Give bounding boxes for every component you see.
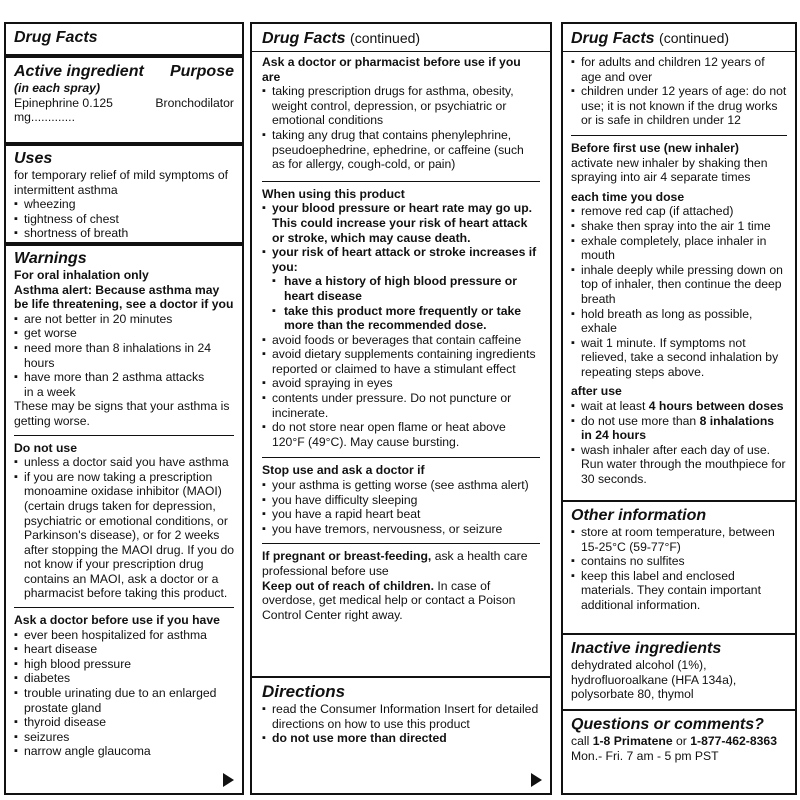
call-number-2: 1-877-462-8363 <box>690 734 777 748</box>
uses-title: Uses <box>14 150 53 167</box>
questions-title: Questions or comments? <box>571 716 764 733</box>
each-spray: (in each spray) <box>14 81 101 95</box>
first-use-text: activate new inhaler by shaking then spraying into air 4 separate times <box>571 155 768 185</box>
call-number-1: 1-8 Primatene <box>592 734 673 748</box>
divider <box>252 51 550 52</box>
other-info-list <box>571 525 787 613</box>
list-item: ▪ have a history of high blood pressure or heart disease <box>262 274 540 303</box>
call-or: or <box>672 734 691 748</box>
ask-pharm-title: Ask a doctor or pharmacist before use if you are <box>262 55 521 84</box>
keep-out-warning <box>262 579 540 623</box>
column-2 <box>250 22 552 779</box>
list-item: ▪ your asthma is getting worse (see asthma alert) <box>262 478 540 493</box>
ask-doctor-list <box>14 628 234 759</box>
after-2-pre: do not use more than <box>581 413 700 428</box>
list-item: ▪ do not use more than directed <box>262 731 540 746</box>
pregnant-warning <box>262 549 540 578</box>
alert-list <box>14 312 234 400</box>
after-1-pre: wait at least <box>581 399 649 414</box>
list-item: ▪ do not store near open flame or heat above 120°F (49°C). May cause bursting. <box>262 420 540 449</box>
list-item: ▪ taking any drug that contains phenylephrine, pseudoephedrine, ephedrine, or caffeine (such as for allergy, cough-cold, or pain) <box>262 128 540 172</box>
directions-cont-box <box>561 22 797 502</box>
list-item: ▪ take this product more frequently or take more than the recommended dose. <box>262 304 540 333</box>
list-item: ▪ heart disease <box>14 642 234 657</box>
ask-doctor-title: Ask a doctor before use if you have <box>14 613 220 628</box>
list-item: ▪ get worse <box>14 326 234 341</box>
drug-facts-title: Drug Facts <box>14 29 98 46</box>
continued-label: (continued) <box>659 30 730 46</box>
list-item: ▪ store at room temperature, between 15-25°C (59-77°F) <box>571 525 787 554</box>
list-item: ▪ your blood pressure or heart rate may go up. This could increase your risk of heart attack or stroke, which may cause death. <box>262 201 540 245</box>
list-item: ▪ if you are now taking a prescription monoamine oxidase inhibitor (MAOI) (certain drugs taken for depression, psychiatric or emotional conditions, or Parkinson's disease), or for 2 weeks after stopping the MAOI drug. If you do not know if your prescription drug contains an MAOI, ask a doctor or a pharmacist before taking this product. <box>14 470 234 601</box>
list-item: ▪ avoid dietary supplements containing ingredients reported or claimed to have a stimulant effect <box>262 347 540 376</box>
stop-use-list <box>262 478 540 536</box>
active-ingredient-box <box>4 56 244 144</box>
ask-pharm-list <box>262 84 540 172</box>
header-box <box>4 22 244 56</box>
divider <box>14 435 234 436</box>
after-use-list <box>571 399 787 487</box>
uses-intro: for temporary relief of mild symptoms of intermittent asthma <box>14 168 229 197</box>
alert-outro: These may be signs that your asthma is getting worse. <box>14 399 230 428</box>
drug-facts-label: Drug Facts <box>262 30 346 47</box>
inactive-box <box>561 633 797 711</box>
ingredient-purpose: Bronchodilator <box>155 95 234 110</box>
list-item <box>571 414 787 443</box>
list-item: ▪ avoid foods or beverages that contain caffeine <box>262 333 540 348</box>
warnings-title: Warnings <box>14 250 87 267</box>
list-item: ▪ hold breath as long as possible, exhale <box>571 307 787 336</box>
after-1-bold: 4 hours between doses <box>648 399 784 414</box>
list-item: ▪ ever been hospitalized for asthma <box>14 628 234 643</box>
divider <box>14 607 234 608</box>
age-list <box>571 55 787 128</box>
list-item: ▪ shortness of breath <box>14 226 234 241</box>
continued-label: (continued) <box>350 30 421 46</box>
purpose-title: Purpose <box>169 63 234 80</box>
list-item: ▪ keep this label and enclosed materials. They contain important additional information. <box>571 569 787 613</box>
ingredient-line: Epinephrine 0.125 mg............. <box>14 95 113 125</box>
after-2-bold: 8 inhalations in 24 hours <box>581 413 775 443</box>
list-item: ▪ narrow angle glaucoma <box>14 744 234 759</box>
after-use-title: after use <box>571 384 622 399</box>
inactive-title: Inactive ingredients <box>571 640 722 657</box>
list-item: ▪ seizures <box>14 730 234 745</box>
list-item: ▪ inhale deeply while pressing down on top of inhaler, then continue the deep breath <box>571 263 787 307</box>
active-ingredient-title: Active ingredient <box>14 63 144 80</box>
list-item: ▪ read the Consumer Information Insert for detailed directions on how to use this product <box>262 702 540 731</box>
list-item: ▪ wash inhaler after each day of use. Run water through the mouthpiece for 30 seconds. <box>571 443 787 487</box>
other-info-box <box>561 500 797 635</box>
do-not-use-title: Do not use <box>14 440 77 455</box>
pregnant-bold: If pregnant or breast-feeding, <box>262 549 432 564</box>
column-3 <box>561 22 797 779</box>
list-item: ▪ have more than 2 asthma attacks in a week <box>14 370 214 399</box>
list-item: ▪ contents under pressure. Do not puncture or incinerate. <box>262 391 540 420</box>
call-pre: call <box>571 734 593 748</box>
list-item: ▪ shake then spray into the air 1 time <box>571 219 787 234</box>
asthma-alert: Asthma alert: Because asthma may be life threatening, see a doctor if you <box>14 282 234 312</box>
list-item <box>571 399 787 414</box>
inactive-text: dehydrated alcohol (1%), hydrofluoroalkane (HFA 134a), polysorbate 80, thymol <box>571 658 737 702</box>
oral-inhalation: For oral inhalation only <box>14 268 149 282</box>
list-item: ▪ unless a doctor said you have asthma <box>14 455 234 470</box>
divider <box>262 181 540 182</box>
list-item: ▪ contains no sulfites <box>571 554 787 569</box>
active-ingredient-header <box>14 62 234 81</box>
drug-facts-title <box>262 29 540 48</box>
stop-use-title: Stop use and ask a doctor if <box>262 463 425 478</box>
call-line <box>571 734 787 749</box>
each-time-list <box>571 204 787 379</box>
list-item: ▪ diabetes <box>14 671 234 686</box>
first-use-title: Before first use (new inhaler) <box>571 140 739 155</box>
questions-box <box>561 709 797 795</box>
list-item: ▪ your risk of heart attack or stroke increases if you: <box>262 245 540 274</box>
list-item: ▪ avoid spraying in eyes <box>262 376 540 391</box>
divider <box>262 543 540 544</box>
list-item: ▪ high blood pressure <box>14 657 234 672</box>
pregnant-rest: ask a health care professional before use <box>262 549 528 578</box>
list-item: ▪ wait 1 minute. If symptoms not relieved, take a second inhalation by repeating steps above. <box>571 336 787 380</box>
list-item: ▪ you have a rapid heart beat <box>262 507 540 522</box>
list-item: ▪ you have tremors, nervousness, or seizure <box>262 522 540 537</box>
list-item: ▪ exhale completely, place inhaler in mouth <box>571 234 787 263</box>
divider <box>563 51 795 52</box>
column-1 <box>4 22 244 779</box>
directions-title: Directions <box>262 682 346 701</box>
divider <box>262 457 540 458</box>
do-not-use-list <box>14 455 234 601</box>
when-using-list <box>262 201 540 449</box>
list-item: ▪ thyroid disease <box>14 715 234 730</box>
drug-facts-label: Drug Facts <box>571 30 655 47</box>
list-item: ▪ need more than 8 inhalations in 24 hours <box>14 341 234 370</box>
when-using-title: When using this product <box>262 186 405 201</box>
directions-list <box>262 702 540 746</box>
hours: Mon.- Fri. 7 am - 5 pm PST <box>571 748 719 763</box>
list-item: ▪ are not better in 20 minutes <box>14 312 234 327</box>
warnings-box <box>4 244 244 795</box>
uses-list <box>14 197 234 241</box>
other-info-title: Other information <box>571 507 707 524</box>
list-item: ▪ tightness of chest <box>14 212 234 227</box>
keep-rest: In case of overdose, get medical help or contact a Poison Control Center right away. <box>262 578 516 622</box>
ingredient-row <box>14 96 234 125</box>
main-warnings-box <box>250 22 552 678</box>
list-item: ▪ for adults and children 12 years of age and over <box>571 55 787 84</box>
keep-bold: Keep out of reach of children. <box>262 578 434 593</box>
directions-box <box>250 676 552 795</box>
list-item: ▪ children under 12 years of age: do not use; it is not known if the drug works or is safe in children under 12 <box>571 84 787 128</box>
drug-facts-title <box>571 29 787 48</box>
list-item: ▪ you have difficulty sleeping <box>262 493 540 508</box>
continue-arrow-icon <box>531 773 542 787</box>
continue-arrow-icon <box>223 773 234 787</box>
uses-box <box>4 144 244 244</box>
list-item: ▪ wheezing <box>14 197 234 212</box>
list-item: ▪ remove red cap (if attached) <box>571 204 787 219</box>
each-time-title: each time you dose <box>571 189 685 204</box>
list-item: ▪ taking prescription drugs for asthma, obesity, weight control, depression, or psychiatric or emotional conditions <box>262 84 540 128</box>
divider <box>571 135 787 136</box>
list-item: ▪ trouble urinating due to an enlarged prostate gland <box>14 686 234 715</box>
